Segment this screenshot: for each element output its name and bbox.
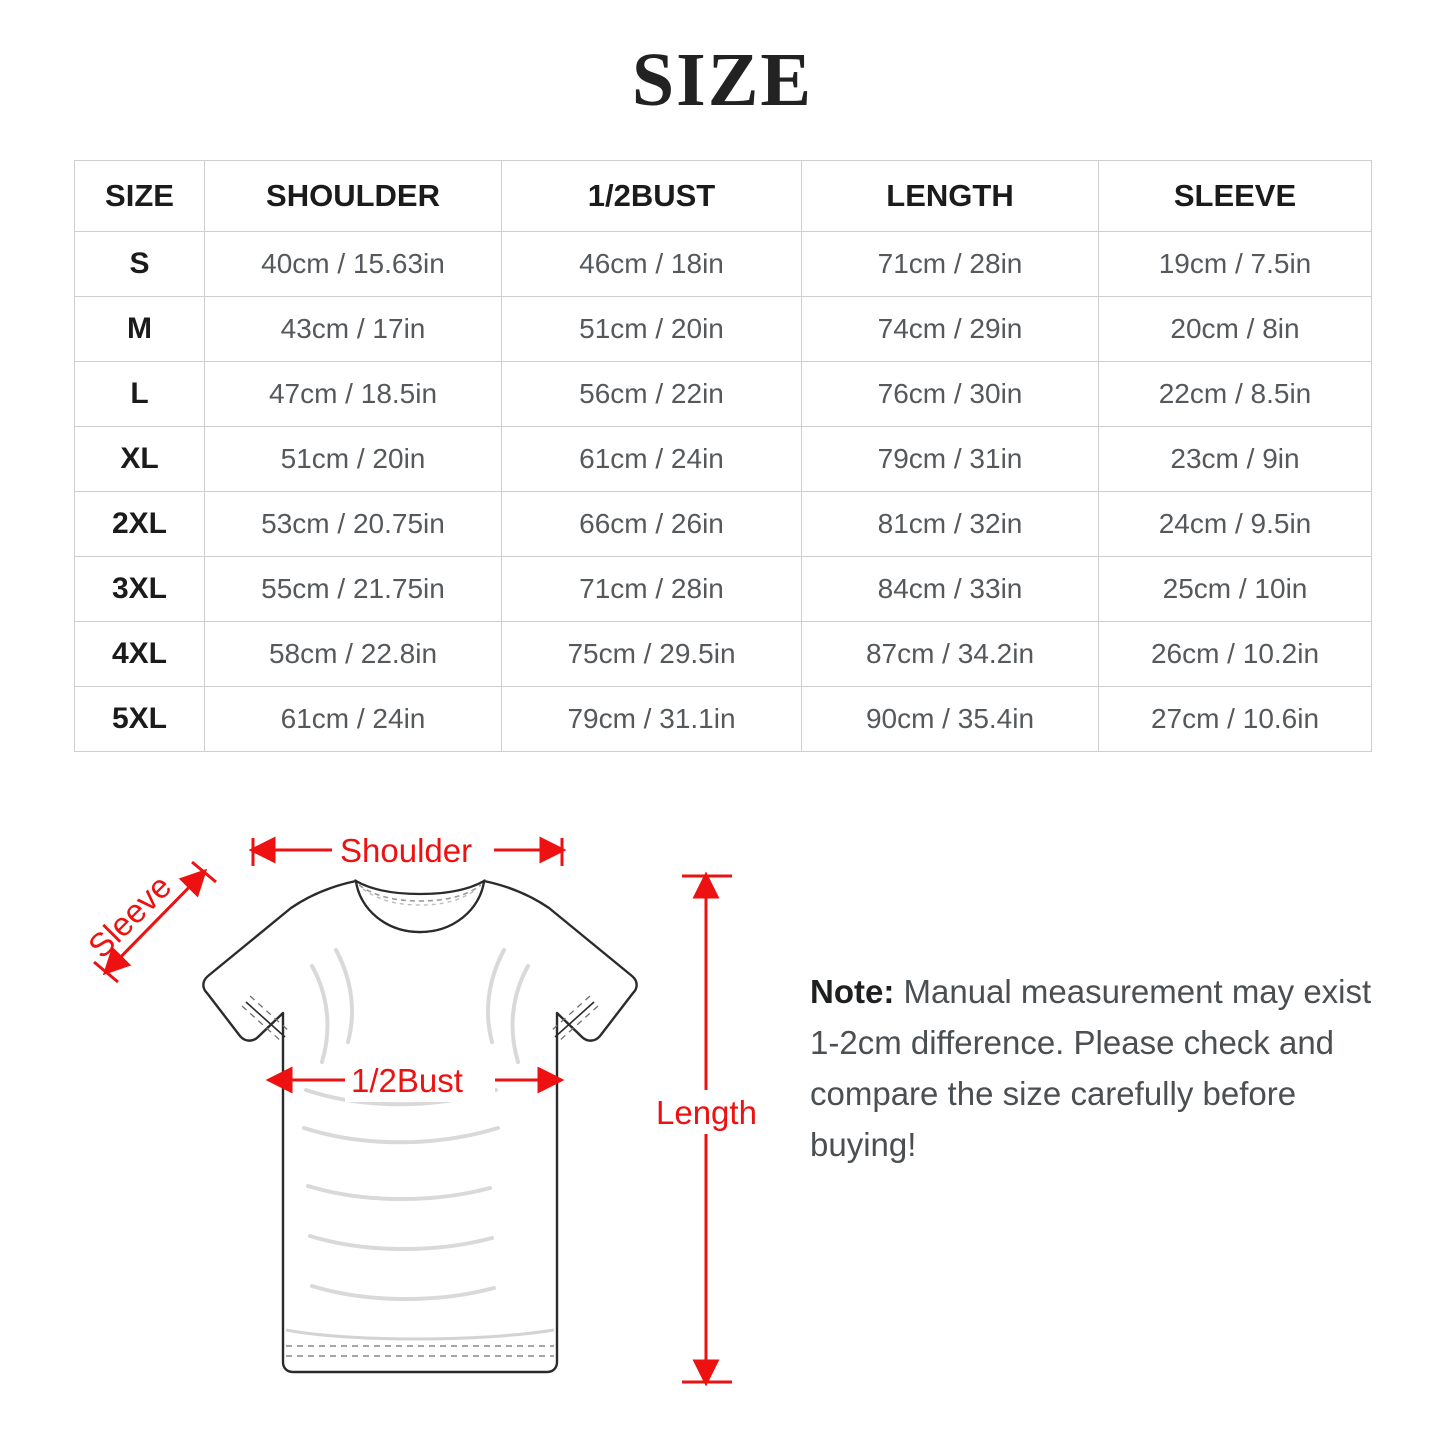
cell-bust: 61cm / 24in	[502, 427, 802, 492]
note-label: Note:	[810, 973, 895, 1010]
shoulder-measure	[253, 828, 562, 872]
cell-sleeve: 25cm / 10in	[1099, 557, 1372, 622]
cell-shoulder: 47cm / 18.5in	[205, 362, 502, 427]
cell-length: 87cm / 34.2in	[802, 622, 1099, 687]
cell-sleeve: 27cm / 10.6in	[1099, 687, 1372, 752]
table-row	[75, 297, 1372, 362]
cell-bust: 66cm / 26in	[502, 492, 802, 557]
cell-length: 74cm / 29in	[802, 297, 1099, 362]
cell-shoulder: 58cm / 22.8in	[205, 622, 502, 687]
table-row	[75, 427, 1372, 492]
cell-size: 4XL	[75, 622, 205, 687]
cell-size: 5XL	[75, 687, 205, 752]
cell-shoulder: 61cm / 24in	[205, 687, 502, 752]
half-bust-label: 1/2Bust	[351, 1062, 463, 1099]
cell-bust: 51cm / 20in	[502, 297, 802, 362]
table-header-row	[75, 161, 1372, 232]
cell-length: 84cm / 33in	[802, 557, 1099, 622]
cell-bust: 75cm / 29.5in	[502, 622, 802, 687]
cell-size: L	[75, 362, 205, 427]
cell-shoulder: 51cm / 20in	[205, 427, 502, 492]
table-row	[75, 362, 1372, 427]
cell-length: 90cm / 35.4in	[802, 687, 1099, 752]
size-table	[74, 160, 1372, 752]
cell-bust: 46cm / 18in	[502, 232, 802, 297]
cell-length: 76cm / 30in	[802, 362, 1099, 427]
cell-length: 79cm / 31in	[802, 427, 1099, 492]
note-block	[810, 966, 1390, 1171]
cell-sleeve: 19cm / 7.5in	[1099, 232, 1372, 297]
cell-bust: 71cm / 28in	[502, 557, 802, 622]
cell-shoulder: 55cm / 21.75in	[205, 557, 502, 622]
table-row	[75, 557, 1372, 622]
cell-size: S	[75, 232, 205, 297]
cell-sleeve: 23cm / 9in	[1099, 427, 1372, 492]
page-title: SIZE	[631, 38, 814, 122]
cell-size: M	[75, 297, 205, 362]
shoulder-label: Shoulder	[340, 832, 473, 869]
size-table-wrapper	[74, 160, 1371, 752]
table-row	[75, 232, 1372, 297]
sleeve-measure	[81, 862, 216, 982]
cell-shoulder: 43cm / 17in	[205, 297, 502, 362]
cell-sleeve: 20cm / 8in	[1099, 297, 1372, 362]
measurement-diagram	[60, 790, 780, 1410]
cell-size: XL	[75, 427, 205, 492]
length-label: Length	[656, 1094, 757, 1131]
column-header-shoulder: SHOULDER	[205, 161, 502, 232]
table-row	[75, 622, 1372, 687]
cell-length: 71cm / 28in	[802, 232, 1099, 297]
cell-shoulder: 40cm / 15.63in	[205, 232, 502, 297]
cell-size: 2XL	[75, 492, 205, 557]
column-header-sleeve: SLEEVE	[1099, 161, 1372, 232]
cell-sleeve: 26cm / 10.2in	[1099, 622, 1372, 687]
cell-bust: 79cm / 31.1in	[502, 687, 802, 752]
column-header-length: LENGTH	[802, 161, 1099, 232]
note-text: Manual measurement may exist 1-2cm difference. Please check and compare the size carefully before buying!	[810, 973, 1372, 1164]
cell-length: 81cm / 32in	[802, 492, 1099, 557]
column-header-bust: 1/2BUST	[502, 161, 802, 232]
cell-sleeve: 24cm / 9.5in	[1099, 492, 1372, 557]
table-row	[75, 687, 1372, 752]
cell-shoulder: 53cm / 20.75in	[205, 492, 502, 557]
table-row	[75, 492, 1372, 557]
length-measure	[652, 876, 764, 1382]
cell-bust: 56cm / 22in	[502, 362, 802, 427]
column-header-size: SIZE	[75, 161, 205, 232]
cell-size: 3XL	[75, 557, 205, 622]
sleeve-label: Sleeve	[80, 867, 179, 965]
tshirt-illustration	[203, 881, 636, 1372]
cell-sleeve: 22cm / 8.5in	[1099, 362, 1372, 427]
